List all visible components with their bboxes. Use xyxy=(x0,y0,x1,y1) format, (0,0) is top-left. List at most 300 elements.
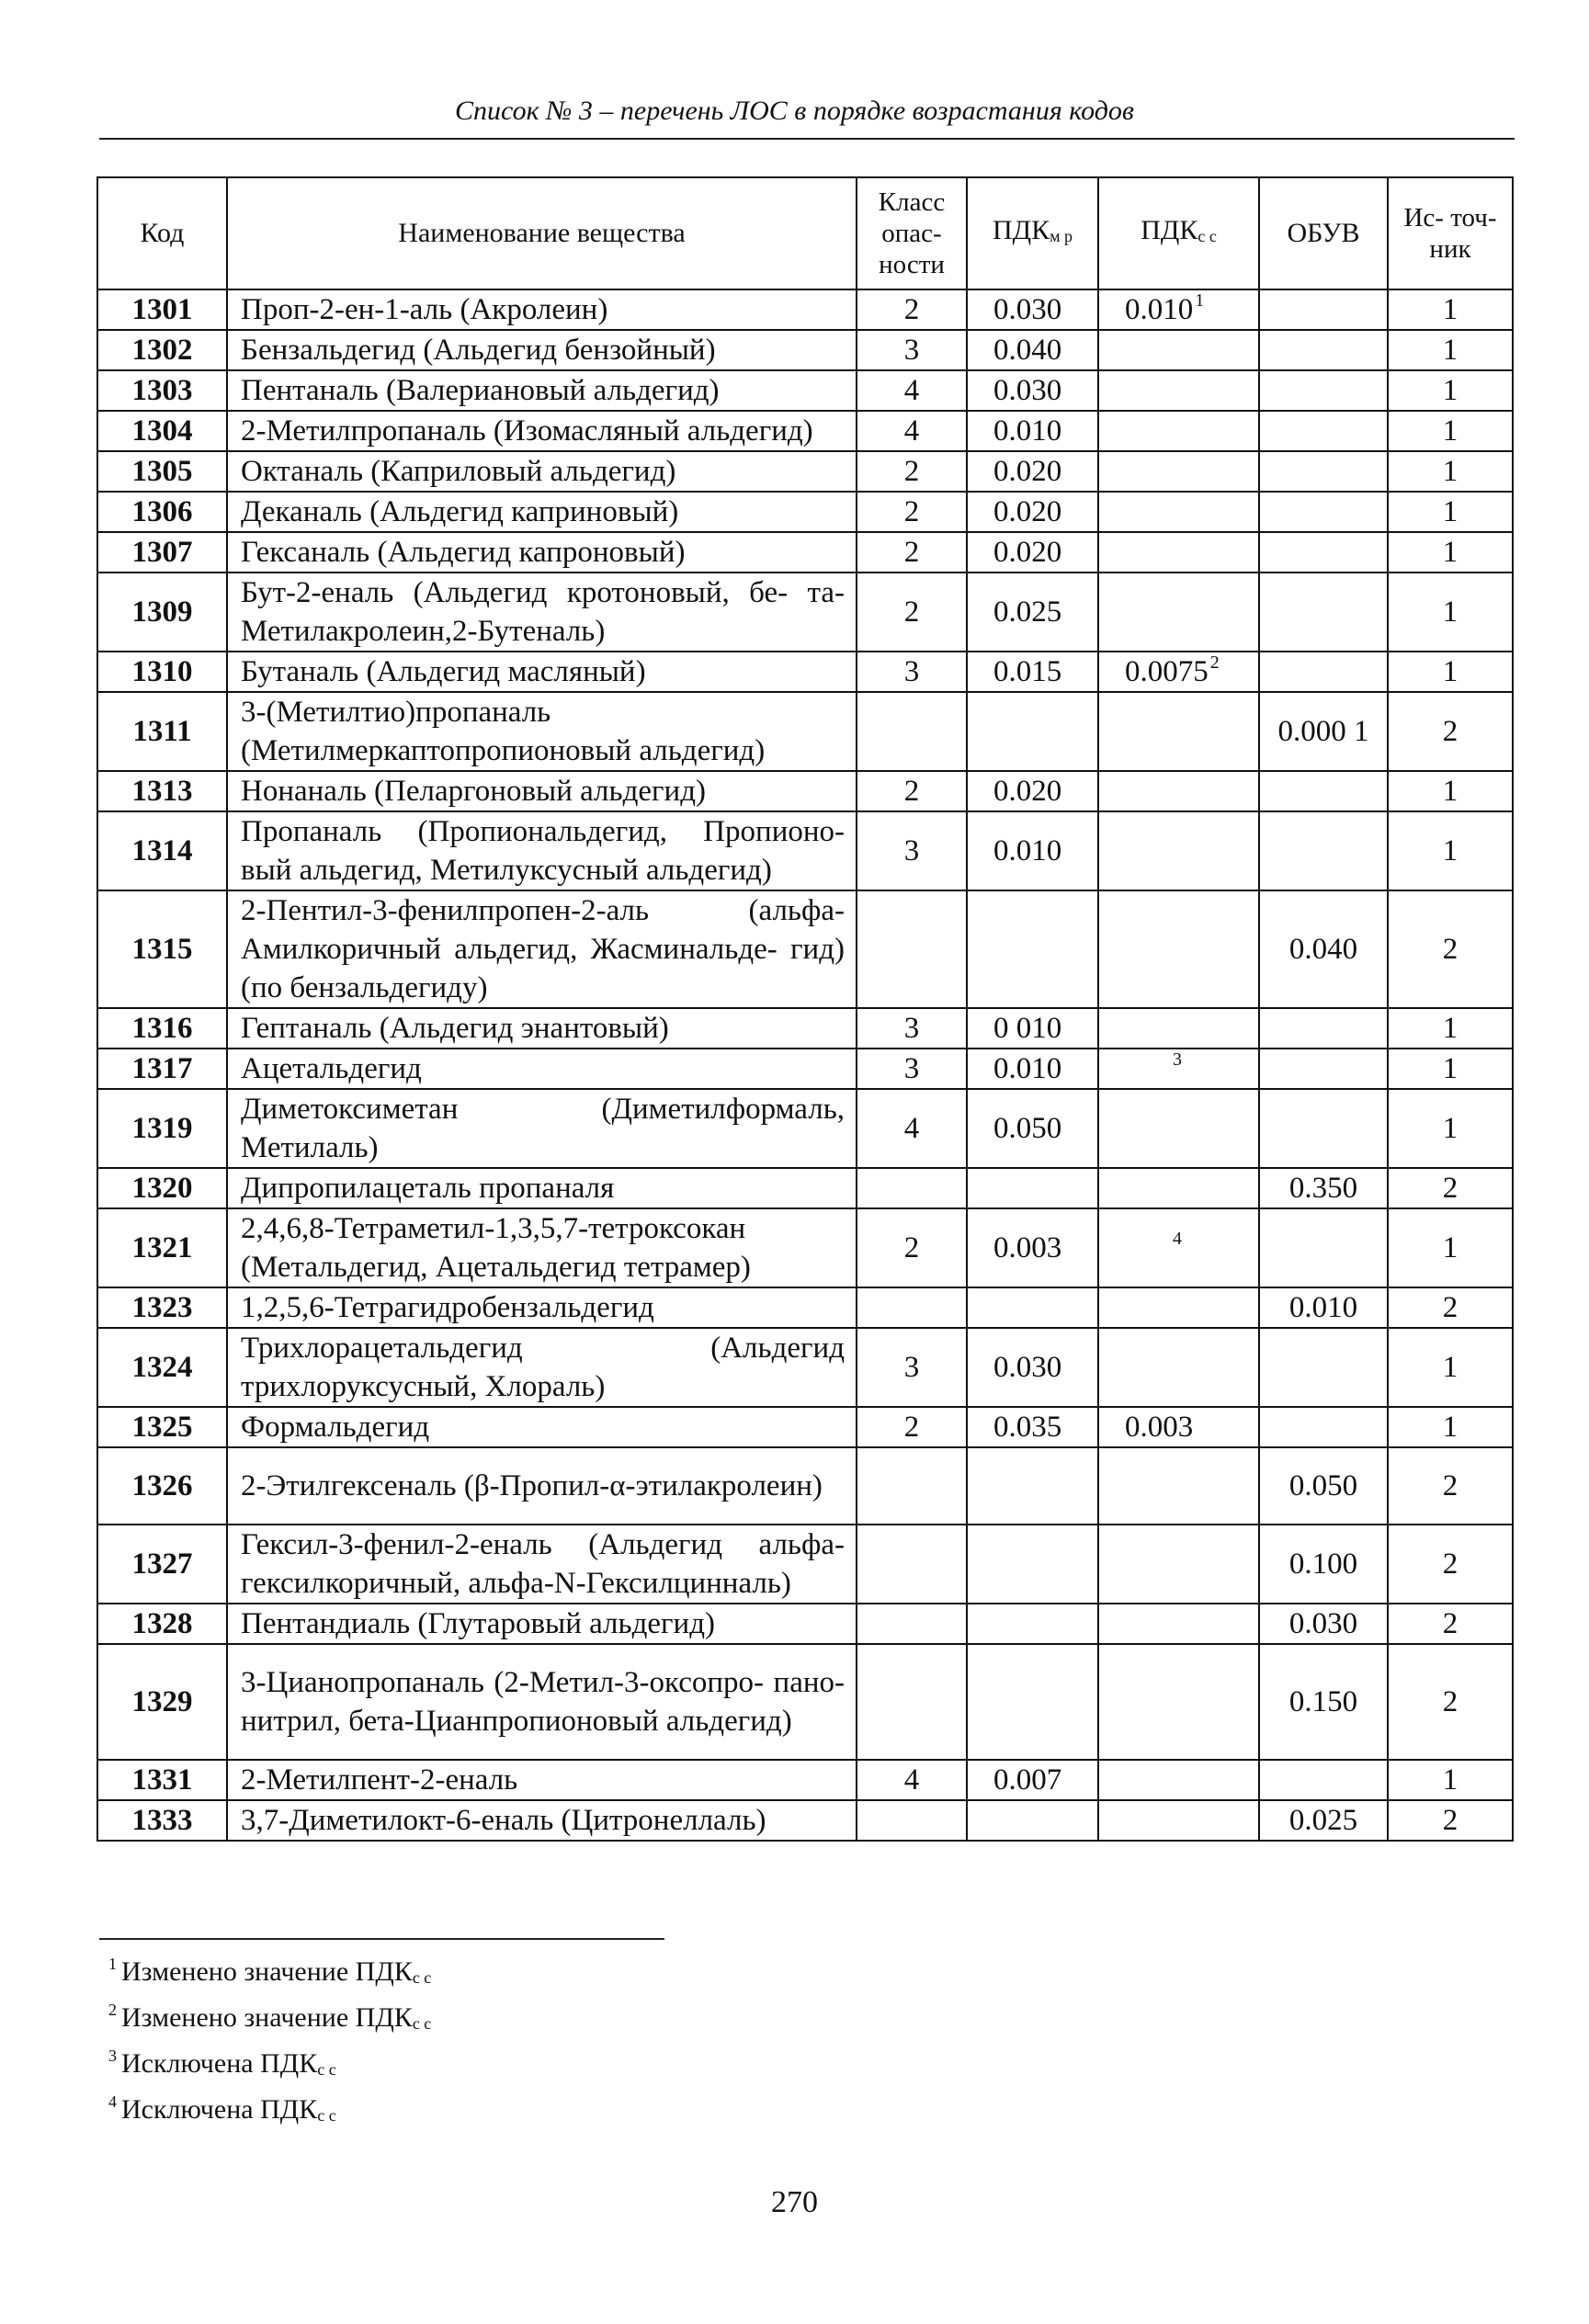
cell-obuv xyxy=(1259,1287,1388,1328)
cell-obuv-value: 0.040 xyxy=(1288,933,1358,966)
cell-source-value: 2 xyxy=(1442,1804,1458,1837)
cell-code-value: 1302 xyxy=(131,334,193,367)
cell-name-value: Октаналь (Каприловый альдегид) xyxy=(241,455,676,488)
cell-class xyxy=(857,771,967,811)
cell-code-value: 1307 xyxy=(131,536,193,569)
cell-source xyxy=(1388,1208,1513,1287)
cell-obuv xyxy=(1259,811,1388,890)
cell-pdk-mr xyxy=(967,370,1098,411)
pdk-ss-sub: с с xyxy=(1197,227,1217,245)
cell-class xyxy=(857,1089,967,1168)
cell-class xyxy=(857,1407,967,1447)
table-row xyxy=(97,1008,1513,1049)
cell-pdk-mr-value: 0.020 xyxy=(993,495,1062,528)
cell-class xyxy=(857,1760,967,1800)
cell-code xyxy=(97,1168,227,1208)
cell-pdk-mr-value: 0.050 xyxy=(993,1112,1062,1145)
cell-source-value: 1 xyxy=(1442,595,1458,629)
cell-pdk-mr xyxy=(967,572,1098,652)
footnote-item xyxy=(108,2090,431,2136)
cell-source-value: 2 xyxy=(1442,1291,1458,1324)
cell-source-value: 1 xyxy=(1442,1052,1458,1085)
cell-code xyxy=(97,1208,227,1287)
cell-source-value: 1 xyxy=(1442,1231,1458,1264)
cell-pdk-ss xyxy=(1098,1447,1259,1525)
cell-pdk-mr-value: 0.030 xyxy=(993,1351,1062,1384)
cell-pdk-mr xyxy=(967,1447,1098,1525)
cell-pdk-mr xyxy=(967,771,1098,811)
cell-pdk-ss xyxy=(1098,652,1259,692)
table-row xyxy=(97,692,1513,771)
cell-obuv-value: 0.350 xyxy=(1288,1172,1358,1205)
cell-name xyxy=(227,411,857,451)
cell-pdk-mr xyxy=(967,1049,1098,1089)
cell-code-value: 1306 xyxy=(131,495,193,528)
cell-class-value: 2 xyxy=(903,536,920,569)
cell-source xyxy=(1388,1525,1513,1604)
cell-pdk-mr-value: 0.030 xyxy=(993,374,1062,407)
table-row xyxy=(97,1525,1513,1604)
cell-obuv xyxy=(1259,890,1388,1008)
cell-pdk-ss xyxy=(1098,1008,1259,1049)
cell-code-value: 1331 xyxy=(131,1763,193,1797)
cell-code-value: 1333 xyxy=(131,1804,193,1837)
cell-source-value: 1 xyxy=(1442,1112,1458,1145)
footnote-number: 3 xyxy=(108,2046,117,2065)
cell-source xyxy=(1388,1604,1513,1644)
cell-source xyxy=(1388,532,1513,572)
cell-source xyxy=(1388,330,1513,370)
cell-pdk-ss xyxy=(1098,1525,1259,1604)
cell-class xyxy=(857,1008,967,1049)
footnote-mark: 3 xyxy=(1173,1049,1182,1070)
cell-class xyxy=(857,289,967,330)
pdk-mr-sub: м р xyxy=(1050,227,1073,245)
cell-class-value: 2 xyxy=(903,1411,920,1444)
cell-pdk-mr xyxy=(967,1525,1098,1604)
cell-name-value: 3-Цианопропаналь (2-Метил-3-оксопро- пано-нитрил, бета-Цианпропионовый альдегид) xyxy=(241,1666,845,1738)
cell-name-value: Гексил-3-фенил-2-еналь (Альдегид альфа- гексилкоричный, альфа-N-Гексилцинналь) xyxy=(241,1528,845,1600)
cell-pdk-ss xyxy=(1098,1800,1259,1841)
cell-pdk-mr xyxy=(967,451,1098,492)
cell-source xyxy=(1388,1008,1513,1049)
cell-code-value: 1328 xyxy=(131,1607,193,1640)
cell-name-value: Пропаналь (Пропиональдегид, Пропионо- вый альдегид, Метилуксусный альдегид) xyxy=(241,815,845,887)
cell-obuv xyxy=(1259,289,1388,330)
cell-code xyxy=(97,1008,227,1049)
cell-class xyxy=(857,1208,967,1287)
cell-pdk-ss xyxy=(1098,1168,1259,1208)
cell-obuv xyxy=(1259,411,1388,451)
cell-class xyxy=(857,890,967,1008)
cell-class xyxy=(857,1525,967,1604)
cell-source xyxy=(1388,1760,1513,1800)
cell-source xyxy=(1388,492,1513,532)
cell-code xyxy=(97,572,227,652)
cell-source-value: 1 xyxy=(1442,655,1458,688)
cell-name xyxy=(227,1208,857,1287)
table-row xyxy=(97,492,1513,532)
cell-source-value: 1 xyxy=(1442,1763,1458,1797)
cell-code-value: 1310 xyxy=(131,655,193,688)
cell-pdk-mr xyxy=(967,1800,1098,1841)
cell-obuv-value: 0.150 xyxy=(1288,1685,1358,1718)
cell-name xyxy=(227,1407,857,1447)
cell-code-value: 1311 xyxy=(132,715,192,748)
cell-pdk-mr xyxy=(967,289,1098,330)
cell-obuv xyxy=(1259,1644,1388,1760)
footnote-text: Изменено значение ПДК xyxy=(121,1956,413,1987)
header-rule xyxy=(99,138,1515,140)
footnote-sub: с с xyxy=(317,2060,336,2079)
footnote-text: Изменено значение ПДК xyxy=(121,2002,413,2033)
cell-name-value: 1,2,5,6-Тетрагидробензальдегид xyxy=(241,1291,654,1324)
cell-name-value: Деканаль (Альдегид каприновый) xyxy=(241,495,679,528)
cell-name-value: Бензальдегид (Альдегид бензойный) xyxy=(241,334,716,367)
cell-name-value: 3-(Метилтио)пропаналь (Метилмеркаптопропионовый альдегид) xyxy=(241,696,766,767)
cell-source xyxy=(1388,1328,1513,1407)
cell-pdk-mr xyxy=(967,330,1098,370)
cell-code-value: 1319 xyxy=(131,1112,193,1145)
cell-class xyxy=(857,1644,967,1760)
table-row xyxy=(97,1049,1513,1089)
page-number: 270 xyxy=(771,2185,818,2219)
cell-source-value: 1 xyxy=(1442,334,1458,367)
cell-name-value: Бутаналь (Альдегид масляный) xyxy=(241,655,646,688)
cell-class xyxy=(857,1328,967,1407)
cell-name xyxy=(227,1447,857,1525)
table-row xyxy=(97,451,1513,492)
cell-source xyxy=(1388,692,1513,771)
cell-name-value: 2-Этилгексеналь (β-Пропил-α-этилакролеин) xyxy=(241,1469,823,1502)
cell-code-value: 1323 xyxy=(131,1291,193,1324)
cell-obuv xyxy=(1259,1049,1388,1089)
cell-obuv xyxy=(1259,1604,1388,1644)
cell-name xyxy=(227,1760,857,1800)
cell-code xyxy=(97,289,227,330)
cell-code-value: 1314 xyxy=(131,834,193,867)
cell-source xyxy=(1388,1089,1513,1168)
footnote-item xyxy=(108,1952,431,1998)
table-row xyxy=(97,1760,1513,1800)
cell-pdk-mr xyxy=(967,1168,1098,1208)
cell-pdk-mr xyxy=(967,1208,1098,1287)
cell-name-value: 2-Метилпропаналь (Изомасляный альдегид) xyxy=(241,414,813,448)
cell-code-value: 1309 xyxy=(131,595,193,629)
cell-class-value: 2 xyxy=(903,1231,920,1264)
cell-source xyxy=(1388,1800,1513,1841)
cell-obuv xyxy=(1259,572,1388,652)
cell-name-value: 2-Метилпент-2-еналь xyxy=(241,1763,518,1797)
pdk-ss-label: ПДК xyxy=(1141,215,1198,245)
table-row xyxy=(97,1089,1513,1168)
cell-code xyxy=(97,1407,227,1447)
cell-class xyxy=(857,492,967,532)
footnote-item xyxy=(108,1998,431,2044)
cell-code-value: 1321 xyxy=(131,1231,193,1264)
cell-name-value: 3,7-Диметилокт-6-еналь (Цитронеллаль) xyxy=(241,1804,766,1837)
cell-name-value: Диметоксиметан (Диметилформаль, Метилаль) xyxy=(241,1093,845,1164)
cell-code-value: 1303 xyxy=(131,374,193,407)
cell-source xyxy=(1388,811,1513,890)
table-row xyxy=(97,1800,1513,1841)
cell-code-value: 1301 xyxy=(131,293,193,326)
cell-name xyxy=(227,771,857,811)
cell-pdk-mr xyxy=(967,652,1098,692)
cell-pdk-ss xyxy=(1098,1287,1259,1328)
cell-name xyxy=(227,451,857,492)
cell-name xyxy=(227,692,857,771)
cell-name xyxy=(227,1089,857,1168)
cell-source-value: 1 xyxy=(1442,834,1458,867)
cell-code xyxy=(97,652,227,692)
table-body xyxy=(97,289,1513,1841)
cell-pdk-mr xyxy=(967,532,1098,572)
table-row xyxy=(97,1287,1513,1328)
cell-name xyxy=(227,1287,857,1328)
col-header-source: Ис- точ- ник xyxy=(1388,177,1513,289)
cell-pdk-ss xyxy=(1098,330,1259,370)
footnote-sub: с с xyxy=(412,2014,432,2033)
cell-obuv-value: 0.010 xyxy=(1288,1291,1358,1324)
cell-obuv xyxy=(1259,1407,1388,1447)
table-row xyxy=(97,652,1513,692)
cell-source-value: 1 xyxy=(1442,495,1458,528)
cell-pdk-mr-value: 0.030 xyxy=(993,293,1062,326)
cell-class-value: 3 xyxy=(903,1052,920,1085)
table-row xyxy=(97,411,1513,451)
cell-class xyxy=(857,451,967,492)
cell-obuv xyxy=(1259,330,1388,370)
cell-obuv-value: 0.100 xyxy=(1288,1547,1358,1581)
table-row xyxy=(97,1604,1513,1644)
cell-name xyxy=(227,370,857,411)
cell-source-value: 2 xyxy=(1442,1469,1458,1502)
cell-source-value: 2 xyxy=(1442,715,1458,748)
cell-code xyxy=(97,1287,227,1328)
cell-pdk-mr-value: 0.035 xyxy=(993,1411,1062,1444)
cell-pdk-ss xyxy=(1098,1089,1259,1168)
cell-obuv xyxy=(1259,370,1388,411)
cell-pdk-ss xyxy=(1098,1208,1259,1287)
cell-code xyxy=(97,411,227,451)
footnote-text: Исключена ПДК xyxy=(121,2094,318,2125)
cell-code xyxy=(97,771,227,811)
cell-pdk-mr xyxy=(967,1760,1098,1800)
cell-obuv-value: 0.025 xyxy=(1288,1804,1358,1837)
cell-pdk-mr xyxy=(967,1287,1098,1328)
cell-pdk-ss-value: 0.003 xyxy=(1125,1411,1194,1444)
cell-name xyxy=(227,289,857,330)
cell-code-value: 1305 xyxy=(131,455,193,488)
footnote-number: 4 xyxy=(108,2092,117,2111)
cell-name xyxy=(227,652,857,692)
cell-class xyxy=(857,692,967,771)
cell-name xyxy=(227,890,857,1008)
col-header-pdk-ss xyxy=(1098,177,1259,289)
cell-code xyxy=(97,890,227,1008)
cell-pdk-ss xyxy=(1098,1604,1259,1644)
cell-name-value: 2-Пентил-3-фенилпропен-2-аль (альфа- Амилкоричный альдегид, Жасминальде- гид) (по бензальдегиду) xyxy=(241,894,845,1004)
cell-class-value: 2 xyxy=(903,775,920,808)
table-row xyxy=(97,370,1513,411)
cell-obuv-value: 0.030 xyxy=(1288,1607,1358,1640)
cell-class-value: 3 xyxy=(903,1012,920,1045)
table-row xyxy=(97,289,1513,330)
cell-source-value: 1 xyxy=(1442,1351,1458,1384)
cell-name-value: Ацетальдегид xyxy=(241,1052,422,1085)
cell-source xyxy=(1388,890,1513,1008)
cell-code xyxy=(97,1760,227,1800)
cell-pdk-ss xyxy=(1098,890,1259,1008)
cell-pdk-mr xyxy=(967,411,1098,451)
cell-code-value: 1320 xyxy=(131,1172,193,1205)
cell-name-value: 2,4,6,8-Тетраметил-1,3,5,7-тетроксокан (Метальдегид, Ацетальдегид тетрамер) xyxy=(241,1212,751,1284)
cell-class-value: 4 xyxy=(903,1763,920,1797)
cell-code xyxy=(97,1644,227,1760)
cell-pdk-mr-value: 0.010 xyxy=(993,1052,1062,1085)
cell-code xyxy=(97,330,227,370)
cell-code xyxy=(97,1447,227,1525)
cell-source xyxy=(1388,370,1513,411)
footnote-text: Исключена ПДК xyxy=(121,2048,318,2079)
cell-name xyxy=(227,492,857,532)
cell-pdk-mr xyxy=(967,1604,1098,1644)
footnote-mark: 4 xyxy=(1173,1229,1182,1249)
cell-pdk-mr-value: 0.015 xyxy=(993,655,1062,688)
cell-class xyxy=(857,411,967,451)
table-row xyxy=(97,1407,1513,1447)
cell-obuv xyxy=(1259,1800,1388,1841)
footnote-number: 2 xyxy=(108,2001,117,2019)
cell-code-value: 1327 xyxy=(131,1547,193,1581)
cell-source xyxy=(1388,1287,1513,1328)
table-row xyxy=(97,1644,1513,1760)
cell-pdk-ss xyxy=(1098,1407,1259,1447)
voc-table xyxy=(96,176,1514,1842)
cell-pdk-ss xyxy=(1098,370,1259,411)
cell-class-value: 3 xyxy=(903,834,920,867)
cell-name xyxy=(227,1008,857,1049)
cell-pdk-ss-value: 0.0075 xyxy=(1125,655,1209,688)
cell-source xyxy=(1388,411,1513,451)
cell-pdk-ss xyxy=(1098,1049,1259,1089)
cell-code-value: 1304 xyxy=(131,414,193,448)
table-row xyxy=(97,572,1513,652)
cell-source xyxy=(1388,1168,1513,1208)
cell-source xyxy=(1388,1644,1513,1760)
cell-class-value: 2 xyxy=(903,595,920,629)
cell-class xyxy=(857,652,967,692)
table-row xyxy=(97,1447,1513,1525)
cell-name-value: Нонаналь (Пеларгоновый альдегид) xyxy=(241,775,706,808)
cell-source xyxy=(1388,451,1513,492)
cell-class xyxy=(857,330,967,370)
cell-class xyxy=(857,1287,967,1328)
cell-name xyxy=(227,1168,857,1208)
cell-class-value: 3 xyxy=(903,655,920,688)
cell-name-value: Гептаналь (Альдегид энантовый) xyxy=(241,1012,669,1045)
cell-pdk-ss xyxy=(1098,692,1259,771)
cell-code xyxy=(97,1049,227,1089)
cell-source-value: 1 xyxy=(1442,1012,1458,1045)
cell-source-value: 1 xyxy=(1442,775,1458,808)
cell-pdk-mr-value: 0.020 xyxy=(993,455,1062,488)
cell-code xyxy=(97,532,227,572)
cell-source-value: 2 xyxy=(1442,1547,1458,1581)
table-row xyxy=(97,1328,1513,1407)
cell-code xyxy=(97,811,227,890)
cell-obuv xyxy=(1259,1525,1388,1604)
cell-obuv xyxy=(1259,692,1388,771)
cell-obuv-value: 0.050 xyxy=(1288,1469,1358,1502)
footnote-number: 1 xyxy=(108,1955,117,1973)
cell-source xyxy=(1388,1407,1513,1447)
cell-pdk-mr-value: 0.025 xyxy=(993,595,1062,629)
table-header-row xyxy=(97,177,1513,289)
cell-source-value: 1 xyxy=(1442,1411,1458,1444)
cell-pdk-ss xyxy=(1098,811,1259,890)
cell-code-value: 1329 xyxy=(131,1685,193,1718)
cell-source-value: 2 xyxy=(1442,1172,1458,1205)
cell-pdk-ss xyxy=(1098,532,1259,572)
cell-class-value: 4 xyxy=(903,1112,920,1145)
cell-class-value: 2 xyxy=(903,455,920,488)
cell-obuv xyxy=(1259,492,1388,532)
cell-source-value: 2 xyxy=(1442,1685,1458,1718)
page-header: Список № 3 – перечень ЛОС в порядке возрастания кодов xyxy=(455,96,1134,126)
cell-name-value: Формальдегид xyxy=(241,1411,430,1444)
col-header-class: Класс опас- ности xyxy=(857,177,967,289)
cell-pdk-ss xyxy=(1098,492,1259,532)
cell-pdk-mr xyxy=(967,1008,1098,1049)
cell-class-value: 3 xyxy=(903,334,920,367)
cell-obuv xyxy=(1259,1008,1388,1049)
cell-name-value: Бут-2-еналь (Альдегид кротоновый, бе- та-Метилакролеин,2-Бутеналь) xyxy=(241,576,845,648)
cell-pdk-mr-value: 0.040 xyxy=(993,334,1062,367)
cell-pdk-mr-value: 0.003 xyxy=(993,1231,1062,1264)
cell-source-value: 1 xyxy=(1442,374,1458,407)
cell-class xyxy=(857,572,967,652)
cell-code-value: 1316 xyxy=(131,1012,193,1045)
cell-code xyxy=(97,1525,227,1604)
cell-pdk-mr xyxy=(967,811,1098,890)
cell-pdk-ss xyxy=(1098,451,1259,492)
cell-code-value: 1325 xyxy=(131,1411,193,1444)
cell-name-value: Гексаналь (Альдегид капроновый) xyxy=(241,536,686,569)
cell-class-value: 4 xyxy=(903,374,920,407)
table-row xyxy=(97,1168,1513,1208)
cell-name xyxy=(227,532,857,572)
cell-class xyxy=(857,532,967,572)
cell-name-value: Пентандиаль (Глутаровый альдегид) xyxy=(241,1607,715,1640)
cell-class xyxy=(857,1049,967,1089)
col-header-name: Наименование вещества xyxy=(227,177,857,289)
col-header-code: Код xyxy=(97,177,227,289)
cell-pdk-ss xyxy=(1098,771,1259,811)
cell-source xyxy=(1388,1447,1513,1525)
cell-class xyxy=(857,370,967,411)
cell-name-value: Дипропилацеталь пропаналя xyxy=(241,1172,615,1205)
cell-code-value: 1326 xyxy=(131,1469,193,1502)
footnote-sub: с с xyxy=(317,2106,336,2125)
cell-class xyxy=(857,1604,967,1644)
table-row xyxy=(97,811,1513,890)
cell-name-value: Проп-2-ен-1-аль (Акролеин) xyxy=(241,293,608,326)
cell-name xyxy=(227,1328,857,1407)
cell-code xyxy=(97,1604,227,1644)
cell-obuv-value: 0.000 1 xyxy=(1277,715,1369,748)
